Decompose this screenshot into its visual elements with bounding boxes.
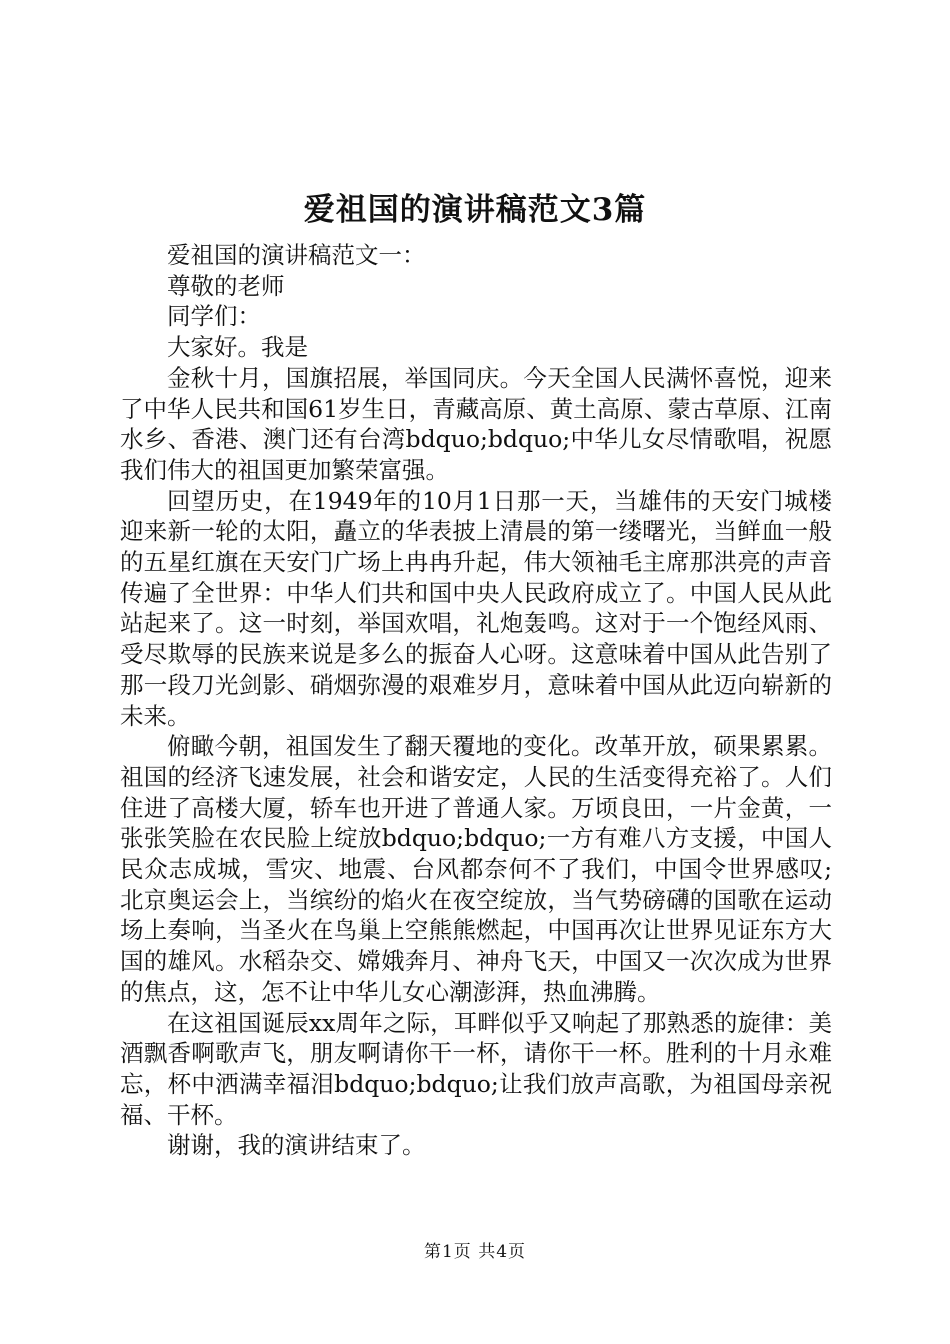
paragraph-closing: 谢谢，我的演讲结束了。 [167, 1131, 426, 1160]
paragraph-today: 俯瞰今朝，祖国发生了翻天覆地的变化。改革开放，硕果累累。祖国的经济飞速发展，社会和谐安定，人民的生活变得充裕了。人们住进了高楼大厦，轿车也开进了普通人家。万顷良田，一片金黄，一张张笑脸在农民脸上绽放bdquo;bdquo;一方有难八方支援，中国人民众志成城，雪灾、地震、台风都奈何不了我们，中国令世界感叹;北京奥运会上，当缤纷的焰火在夜空绽放，当气势磅礴的国歌在运动场上奏响，当圣火在鸟巢上空熊熊燃起，中国再次让世界见证东方大国的雄风。水稻杂交、嫦娥奔月、神舟飞天，中国又一次次成为世界的焦点，这，怎不让中华儿女心潮澎湃，热血沸腾。 [120, 732, 832, 1006]
paragraph-salutation-classmates: 同学们： [167, 302, 261, 331]
paragraph-greeting: 大家好。我是 [167, 333, 308, 362]
paragraph-heading-speech-one: 爱祖国的演讲稿范文一： [167, 241, 426, 269]
page-footer: 第1页 共4页 [423, 1242, 527, 1262]
document-body [120, 240, 832, 1161]
paragraph-history: 回望历史，在1949年的10月1日那一天，当雄伟的天安门城楼迎来新一轮的太阳，矗立的华表披上清晨的第一缕曙光，当鲜血一般的五星红旗在天安门广场上冉冉升起，伟大领袖毛主席那洪亮的声音传遍了全世界：中华人们共和国中央人民政府成立了。中国人民从此站起来了。这一时刻，举国欢唱，礼炮轰鸣。这对于一个饱经风雨、受尽欺辱的民族来说是多么的振奋人心呀。这意味着中国从此告别了那一段刀光剑影、硝烟弥漫的艰难岁月，意味着中国从此迈向崭新的未来。 [120, 486, 832, 730]
paragraph-anniversary: 在这祖国诞辰xx周年之际，耳畔似乎又响起了那熟悉的旋律：美酒飘香啊歌声飞，朋友啊请你干一杯，请你干一杯。胜利的十月永难忘，杯中洒满幸福泪bdquo;bdquo;让我们放声高歌，为祖国母亲祝福、干杯。 [120, 1008, 832, 1129]
document-title: 爱祖国的演讲稿范文3篇 [303, 192, 647, 228]
paragraph-salutation-teachers: 尊敬的老师 [167, 271, 285, 300]
paragraph-golden-autumn: 金秋十月，国旗招展，举国同庆。今天全国人民满怀喜悦，迎来了中华人民共和国61岁生日，青藏高原、黄土高原、蒙古草原、江南水乡、香港、澳门还有台湾bdquo;bdquo;中华儿女尽情歌唱，祝愿我们伟大的祖国更加繁荣富强。 [120, 363, 832, 484]
